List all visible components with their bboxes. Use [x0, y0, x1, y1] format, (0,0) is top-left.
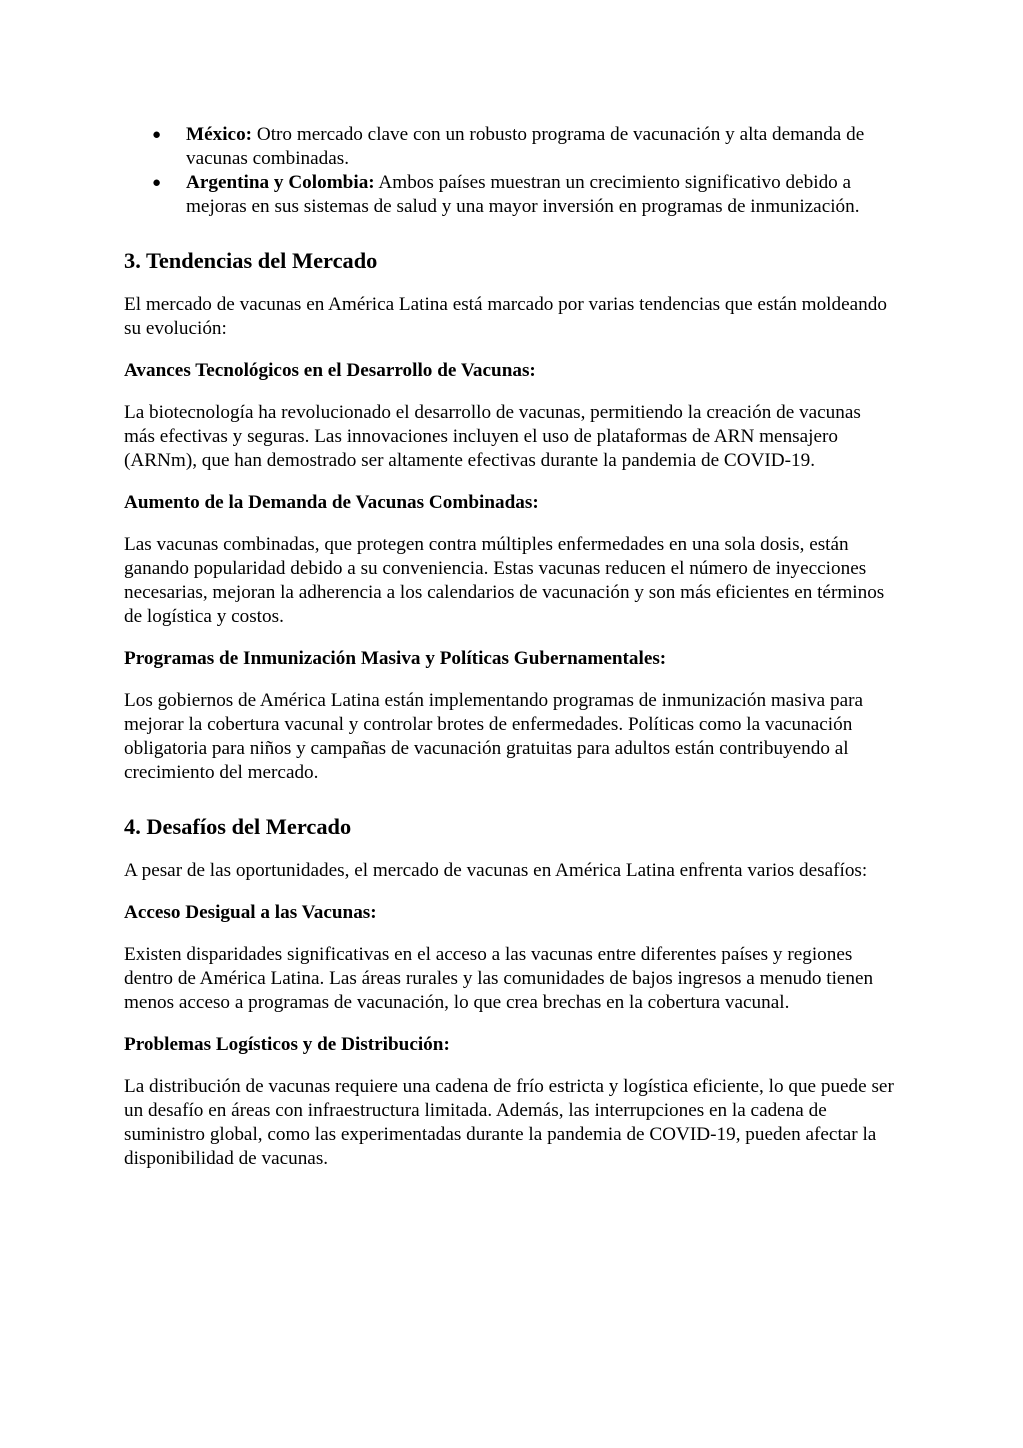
- list-item: [124, 171, 896, 219]
- subsection-title: Avances Tecnológicos en el Desarrollo de Vacunas:: [124, 360, 536, 381]
- section-intro: El mercado de vacunas en América Latina está marcado por varias tendencias que están moldeando su evolución:: [124, 294, 887, 339]
- section-heading: 3. Tendencias del Mercado: [124, 248, 378, 273]
- bullet-term: Argentina y Colombia:: [186, 172, 375, 193]
- bullet-icon: ●: [152, 175, 162, 191]
- subsection-title: Acceso Desigual a las Vacunas:: [124, 902, 377, 923]
- bullet-text: Otro mercado clave con un robusto programa de vacunación y alta demanda de vacunas combinadas.: [186, 124, 865, 169]
- subsection-title: Aumento de la Demanda de Vacunas Combinadas:: [124, 492, 539, 513]
- subsection-title: Problemas Logísticos y de Distribución:: [124, 1034, 450, 1055]
- section-desafios: [124, 813, 896, 1171]
- list-item: [124, 123, 896, 171]
- section-tendencias: [124, 247, 896, 785]
- subsection-body: La biotecnología ha revolucionado el desarrollo de vacunas, permitiendo la creación de vacunas más efectivas y seguras. Las innovaciones incluyen el uso de plataformas de ARN mensajero (ARNm), que han demostrado ser altamente efectivas durante la pandemia de COVID-19.: [124, 402, 861, 471]
- subsection-title: Programas de Inmunización Masiva y Políticas Gubernamentales:: [124, 648, 667, 669]
- section-heading: 4. Desafíos del Mercado: [124, 814, 352, 839]
- country-bullet-list: [124, 123, 896, 219]
- document-page: [124, 123, 896, 1189]
- bullet-term: México:: [186, 124, 253, 145]
- subsection-body: La distribución de vacunas requiere una cadena de frío estricta y logística eficiente, lo que puede ser un desafío en áreas con infraestructura limitada. Además, las interrupciones en la cadena de suministro global, como las experimentadas durante la pandemia de COVID-19, pueden afectar la disponibilidad de vacunas.: [124, 1076, 894, 1169]
- subsection-body: Los gobiernos de América Latina están implementando programas de inmunización masiva para mejorar la cobertura vacunal y controlar brotes de enfermedades. Políticas como la vacunación obligatoria para niños y campañas de vacunación gratuitas para adultos están contribuyendo al crecimiento del mercado.: [124, 690, 864, 783]
- section-intro: A pesar de las oportunidades, el mercado de vacunas en América Latina enfrenta varios desafíos:: [124, 860, 868, 881]
- bullet-icon: ●: [152, 127, 162, 143]
- subsection-body: Las vacunas combinadas, que protegen contra múltiples enfermedades en una sola dosis, están ganando popularidad debido a su conveniencia. Estas vacunas reducen el número de inyecciones necesarias, mejoran la adherencia a los calendarios de vacunación y son más eficientes en términos de logística y costos.: [124, 534, 885, 627]
- bullet-text: Ambos países muestran un crecimiento significativo debido a mejoras en sus sistemas de salud y una mayor inversión en programas de inmunización.: [186, 172, 860, 217]
- subsection-body: Existen disparidades significativas en el acceso a las vacunas entre diferentes países y regiones dentro de América Latina. Las áreas rurales y las comunidades de bajos ingresos a menudo tienen menos acceso a programas de vacunación, lo que crea brechas en la cobertura vacunal.: [124, 944, 874, 1013]
